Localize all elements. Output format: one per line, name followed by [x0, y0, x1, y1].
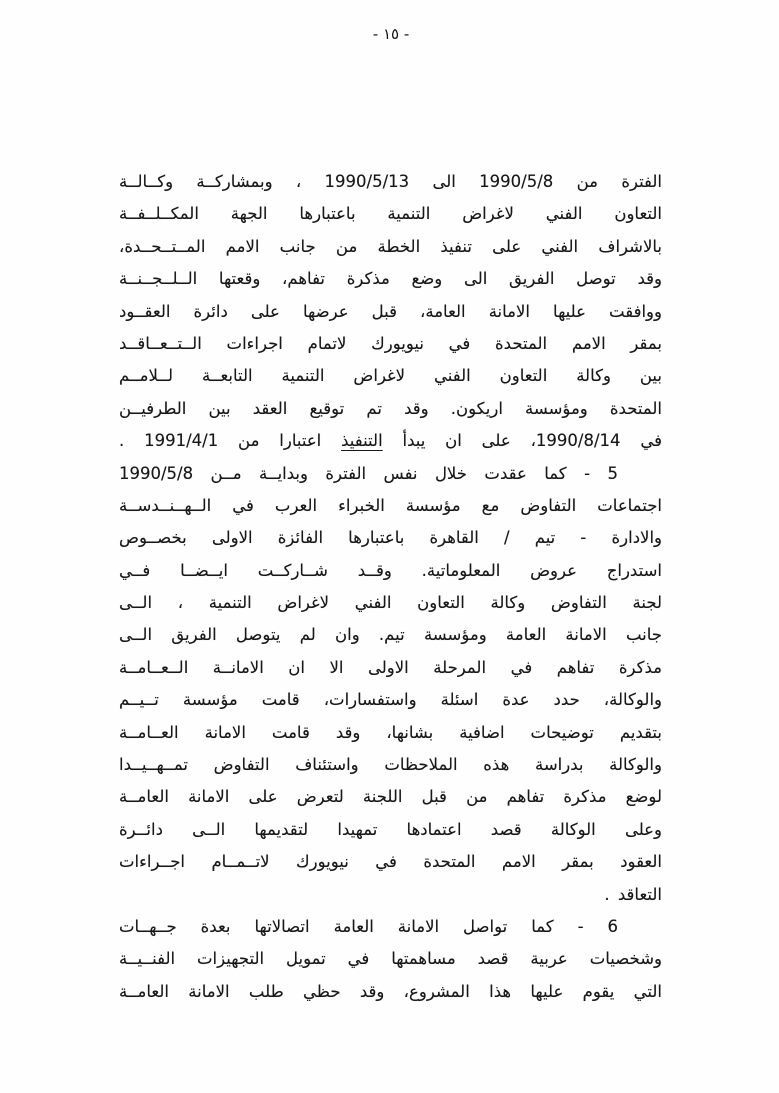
text-line: وشخصيات عربية قصد مساهمتها في تمويل التجهيزات الفنــيــة: [119, 949, 662, 969]
text-line: [119, 425, 662, 457]
paragraph-continuation: [119, 166, 662, 458]
text-line: اجتماعات التفاوض مع مؤسسة الخبراء العرب في الــهــنــدســة: [119, 495, 662, 515]
text-line: مذكرة تفاهم في المرحلة الاولى الا ان الامانــة الــعــامــة: [119, 657, 662, 677]
text-line: والوكالة بدراسة هذه الملاحظات واستئناف التفاوض تمــهــيــدا: [119, 755, 662, 775]
text-line: والادارة - تيم / القاهرة باعتبارها الفائزة الاولى بخصــوص: [119, 528, 662, 548]
text-segment: اعتبارا من 1991/4/1 .: [119, 431, 342, 451]
text-line: التي يقوم عليها هذا المشروع، وقد حظي طلب الامانة العامــة: [119, 981, 662, 1001]
text-line: ووافقت عليها الامانة العامة، قبل عرضها على دائرة العقــود: [119, 301, 662, 321]
text-line: والوكالة، حدد عدة اسئلة واستفسارات، قامت مؤسسة تــيــم: [119, 690, 662, 710]
text-line: بالاشراف الفني على تنفيذ الخطة من جانب الامم المــتــحــدة،: [119, 236, 662, 256]
text-line: التعاون الفني لاغراض التنمية باعتبارها الجهة المكــلــفــة: [119, 204, 662, 224]
page-number: - ١٥ -: [372, 25, 410, 43]
text-line: 5 - كما عقدت خلال نفس الفترة وبدايــة مــن 1990/5/8: [119, 463, 618, 483]
text-segment: في 1990/8/14، على ان يبدأ: [382, 431, 663, 451]
text-line: المتحدة ومؤسسة اريكون. وقد تم توقيع العقد بين الطرفيــن: [119, 398, 662, 418]
text-line: لوضع مذكرة تفاهم من قبل اللجنة لتعرض على الامانة العامــة: [119, 787, 662, 807]
underlined-word: التنفيذ: [341, 431, 383, 451]
text-line: جانب الامانة العامة ومؤسسة تيم. وان لم يتوصل الفريق الــى: [119, 625, 662, 645]
text-line: لجنة التفاوض وكالة التعاون الفني لاغراض التنمية ، الــى: [119, 593, 662, 613]
text-line: بتقديم توضيحات اضافية بشانها، وقد قامت الامانة العــامــة: [119, 722, 662, 742]
text-line: بمقر الامم المتحدة في نيويورك لاتمام اجراءات الــتــعــاقــد: [119, 333, 662, 353]
paragraph-5: [119, 458, 662, 911]
text-line: وعلى الوكالة قصد اعتمادها تمهيدا لتقديمها الــى دائــرة: [119, 819, 662, 839]
document-body: [119, 166, 662, 1008]
text-line: وقد توصل الفريق الى وضع مذكرة تفاهم، وقعتها الــلــجــنــة: [119, 269, 662, 289]
paragraph-6: [119, 911, 662, 1008]
text-line: الفترة من 1990/5/8 الى 1990/5/13 ، وبمشاركــة وكــالــة: [119, 172, 663, 191]
text-line: العقود بمقر الامم المتحدة في نيويورك لاتــمــام اجــراءات: [119, 852, 662, 872]
text-line: التعاقد .: [604, 884, 662, 904]
text-line: استدراج عروض المعلوماتية. وقــد شــاركــت ايــضــا فــي: [119, 560, 662, 580]
text-line: بين وكالة التعاون الفني لاغراض التنمية التابعــة لــلامــم: [119, 366, 662, 386]
text-line: 6 - كما تواصل الامانة العامة اتصالاتها بعدة جــهــات: [119, 916, 618, 936]
